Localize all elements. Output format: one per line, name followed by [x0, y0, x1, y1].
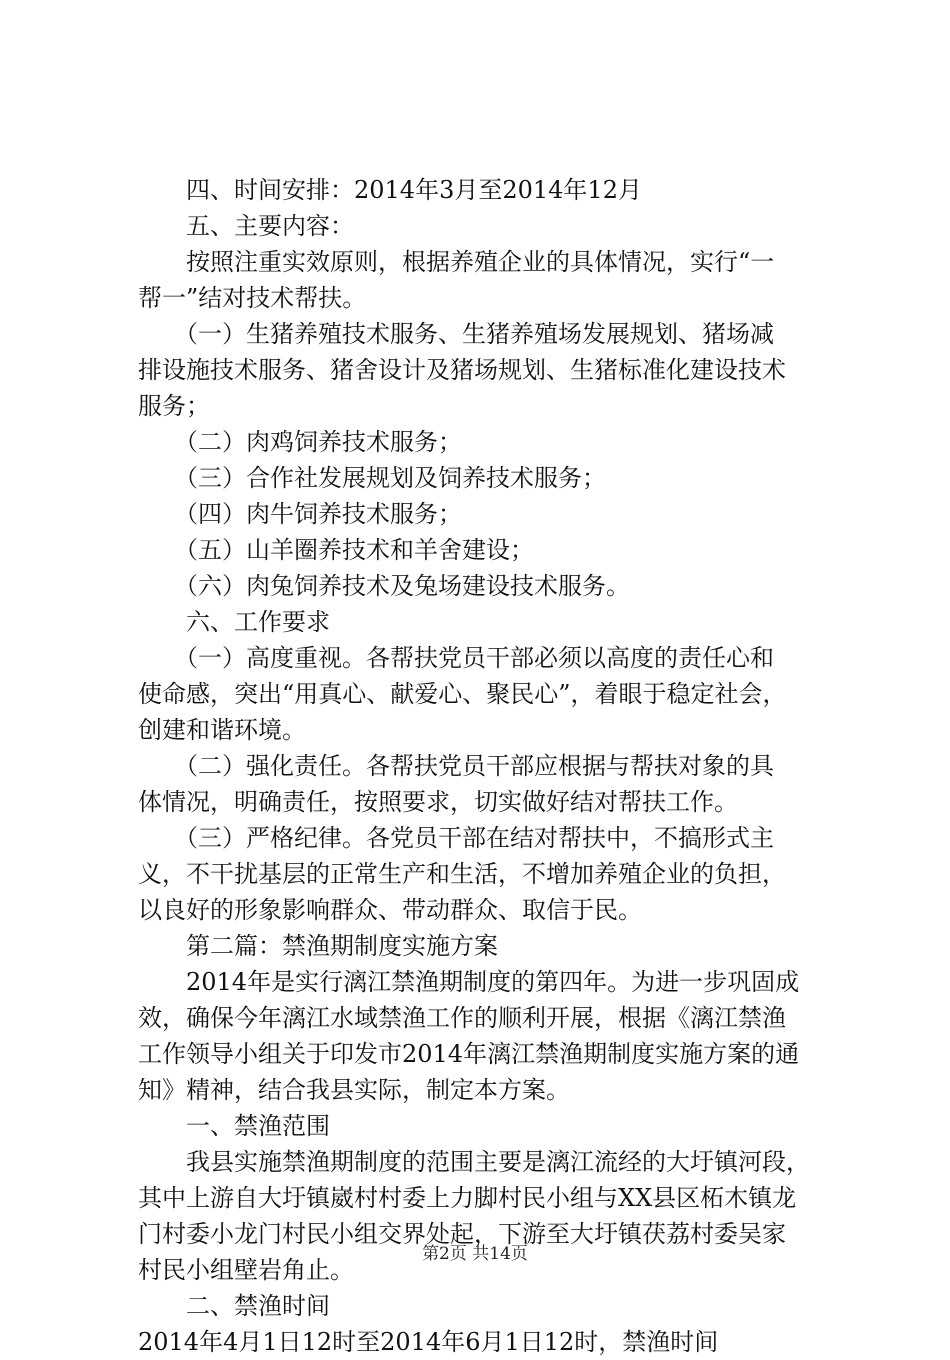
text-line: （二）强化责任。各帮扶党员干部应根据与帮扶对象的具	[138, 752, 774, 780]
page-number: 第2页 共14页	[422, 1244, 528, 1264]
text-line: 其中上游自大圩镇崴村村委上力脚村民小组与XX县区柘木镇龙	[138, 1184, 797, 1212]
text-line: 服务；	[138, 392, 210, 420]
text-line: （六）肉兔饲养技术及兔场建设技术服务。	[138, 572, 630, 600]
text-line: （三）严格纪律。各党员干部在结对帮扶中，不搞形式主	[138, 824, 774, 852]
text-line: 知》精神，结合我县实际，制定本方案。	[138, 1076, 570, 1104]
text-line: （四）肉牛饲养技术服务；	[138, 500, 462, 528]
text-line: 村民小组壁岩角止。	[138, 1256, 354, 1284]
text-line: 创建和谐环境。	[138, 716, 306, 744]
text-line: 按照注重实效原则，根据养殖企业的具体情况，实行“一	[138, 248, 775, 276]
document-body	[138, 172, 838, 1360]
text-line: （一）生猪养殖技术服务、生猪养殖场发展规划、猪场减	[138, 320, 774, 348]
text-line: （一）高度重视。各帮扶党员干部必须以高度的责任心和	[138, 644, 774, 672]
text-line: 五、主要内容：	[138, 212, 354, 240]
text-line: 使命感，突出“用真心、献爱心、聚民心”，着眼于稳定社会，	[138, 680, 787, 708]
text-line: 帮一”结对技术帮扶。	[138, 284, 367, 312]
text-line: 工作领导小组关于印发市2014年漓江禁渔期制度实施方案的通	[138, 1040, 800, 1068]
text-line: 排设施技术服务、猪舍设计及猪场规划、生猪标准化建设技术	[138, 356, 786, 384]
text-line: 四、时间安排：2014年3月至2014年12月	[138, 176, 642, 204]
text-line: 以良好的形象影响群众、带动群众、取信于民。	[138, 896, 642, 924]
text-line: 体情况，明确责任，按照要求，切实做好结对帮扶工作。	[138, 788, 738, 816]
text-line: 我县实施禁渔期制度的范围主要是漓江流经的大圩镇河段，	[138, 1148, 810, 1176]
text-line: 义，不干扰基层的正常生产和生活，不增加养殖企业的负担，	[138, 860, 786, 888]
text-line: 门村委小龙门村民小组交界处起，下游至大圩镇茯荔村委吴家	[138, 1220, 786, 1248]
text-line: （三）合作社发展规划及饲养技术服务；	[138, 464, 606, 492]
text-line: 六、工作要求	[138, 608, 330, 636]
text-line: （五）山羊圈养技术和羊舍建设；	[138, 536, 534, 564]
text-line: 2014年是实行漓江禁渔期制度的第四年。为进一步巩固成	[138, 968, 800, 996]
section-heading: 第二篇：禁渔期制度实施方案	[138, 932, 498, 960]
text-line: 效，确保今年漓江水域禁渔工作的顺利开展，根据《漓江禁渔	[138, 1004, 786, 1032]
text-line: 一、禁渔范围	[138, 1112, 330, 1140]
text-line: 二、禁渔时间	[138, 1292, 330, 1320]
text-line: 2014年4月1日12时至2014年6月1日12时，禁渔时间	[138, 1328, 719, 1356]
text-line: （二）肉鸡饲养技术服务；	[138, 428, 462, 456]
